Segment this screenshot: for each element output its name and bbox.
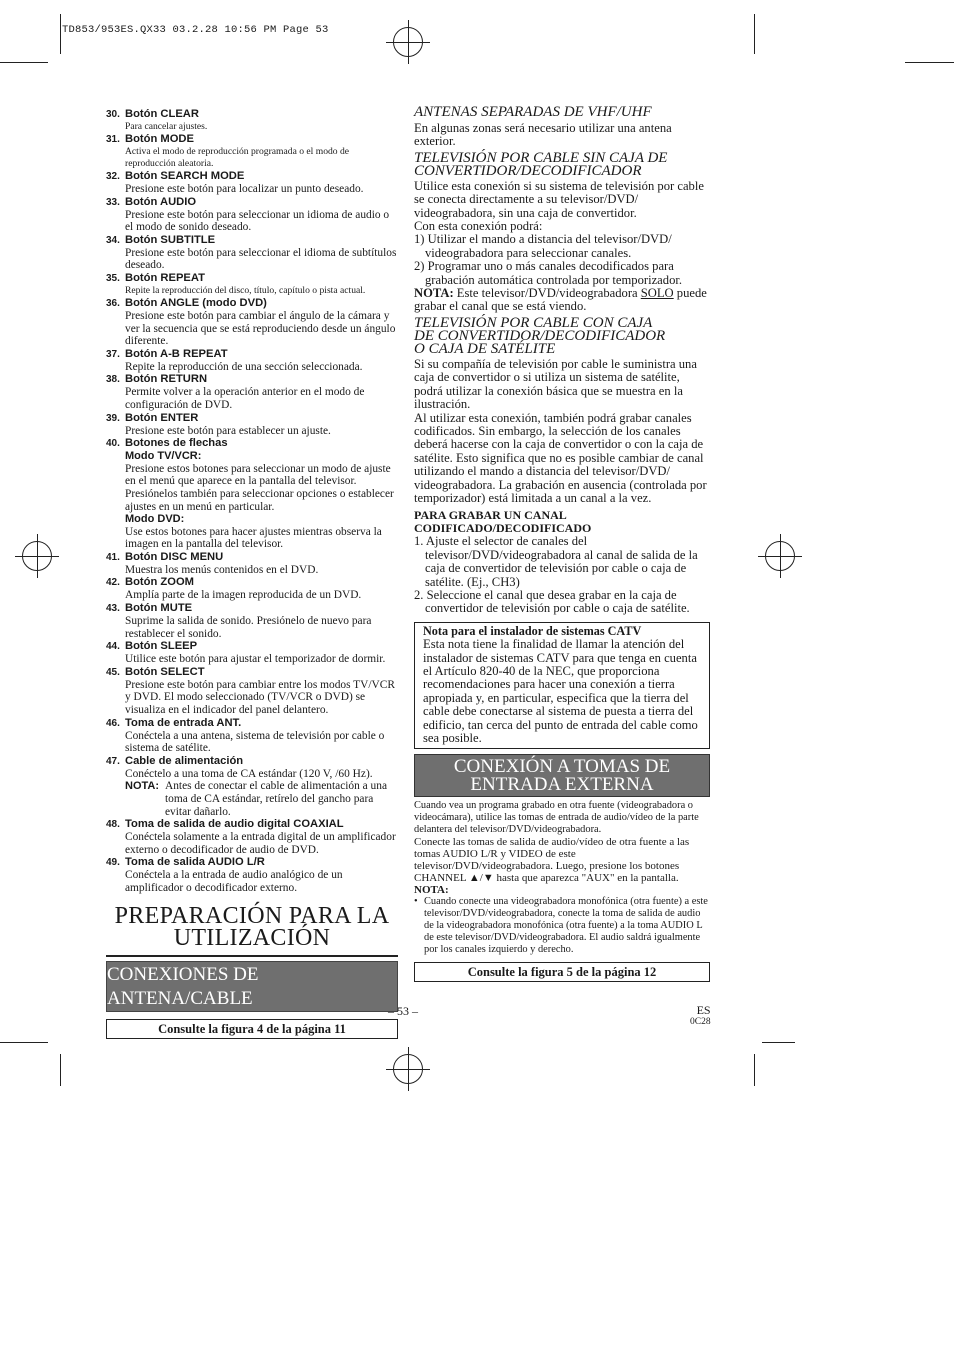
- registration-mark: [393, 27, 423, 57]
- item-heading: [106, 272, 398, 285]
- crop-mark: [754, 1054, 755, 1086]
- button-item: [106, 133, 398, 170]
- print-slug: TD853/953ES.QX33 03.2.28 10:56 PM Page 53: [62, 24, 329, 36]
- item-heading: [106, 196, 398, 209]
- list-item: 2) Programar uno o más canales decodificados para grabación automática controlada por temporizador.: [414, 259, 683, 287]
- button-item: [106, 272, 398, 297]
- heading-line: ENTRADA EXTERNA: [470, 774, 654, 796]
- item-description: Amplía parte de la imagen reproducida de un DVD.: [125, 589, 362, 602]
- item-number: 31.: [106, 134, 120, 145]
- item-number: 41.: [106, 551, 120, 563]
- item-title: Cable de alimentación: [125, 754, 244, 767]
- note-text: Este televisor/DVD/videograbadora: [453, 286, 641, 301]
- paragraph: Utilice esta conexión si su sistema de televisión por cable se conecta directamente a su televisor/DVD/ videograbadora, sin una caja de convertidor.: [414, 178, 704, 220]
- button-item: [106, 666, 398, 717]
- list-item: 1) Utilizar el mando a distancia del televisor/DVD/ videograbadora para seleccionar canales.: [414, 232, 672, 260]
- button-item: [106, 412, 398, 438]
- item-subheading: Modo TV/VCR:: [125, 450, 202, 463]
- item-title: Botón A-B REPEAT: [125, 347, 228, 360]
- item-number: 42.: [106, 577, 120, 589]
- item-description: Muestra los menús contenidos en el DVD.: [125, 563, 319, 576]
- button-item: [106, 170, 398, 196]
- item-title: Botón MUTE: [125, 602, 193, 615]
- item-description: Presione este botón para seleccionar un idioma de audio o el modo de sonido deseado.: [125, 208, 390, 234]
- item-number: 35.: [106, 272, 120, 284]
- button-item: [106, 348, 398, 374]
- item-number: 32.: [106, 171, 120, 182]
- item-heading: [106, 602, 398, 615]
- heading-line: O CAJA DE SATÉLITE: [414, 340, 556, 357]
- button-item: [106, 818, 398, 856]
- item-description: Presione este botón para seleccionar el idioma de subtítulos deseado.: [125, 246, 397, 272]
- heading-cable-no-box: [414, 149, 710, 179]
- item-description: Suprime la salida de sonido. Presiónelo de nuevo para restablecer el sonido.: [125, 615, 372, 640]
- item-subheading: Modo DVD:: [125, 513, 185, 526]
- item-title: Toma de entrada ANT.: [125, 716, 242, 729]
- item-description: Repite la reproducción de una sección seleccionada.: [125, 360, 363, 373]
- item-description: Presione estos botones para seleccionar un modo de ajuste en el menú que aparece en la pantalla del televisor. Presiónelos también para seleccionar opciones o establecer ajustes en un menú en particular.: [125, 462, 394, 513]
- item-description: Conéctela a una antena, sistema de televisión por cable o sistema de satélite.: [125, 729, 385, 755]
- registration-mark: [765, 541, 795, 571]
- heading-line: CONEXIÓN A TOMAS DE: [453, 756, 671, 778]
- item-heading: [106, 297, 398, 310]
- paragraph: Al utilizar esta conexión, también podrá grabar canales codificados. Sin embargo, la selección de los canales deberá hacerse con la caja de convertidor o con la caja de satélite. Esto significa que no es posible cambiar de canal utilizando el mando a distancia del televisor/DVD/ videograbadora. La grabación en ausencia (controlada por temporizador) está limitada a un canal a la vez.: [414, 410, 707, 505]
- item-number: 30.: [106, 109, 120, 120]
- paragraph: Cuando vea un programa grabado en otra fuente (videograbadora o videocámara), utilice las tomas de entrada de audio/vídeo de la parte delantera del televisor/DVD/videograbadora.: [414, 800, 699, 836]
- section-title-line: PREPARACIÓN PARA LA: [114, 902, 390, 929]
- item-description: Para cancelar ajustes.: [125, 121, 208, 132]
- figure-reference: Consulte la figura 5 de la página 12: [414, 962, 710, 982]
- bullet-icon: •: [414, 896, 418, 908]
- item-description: Conéctela a la entrada de audio analógico de un amplificador o decodificador externo.: [125, 869, 343, 894]
- button-item: [106, 196, 398, 234]
- button-item: [106, 551, 398, 577]
- item-heading: [106, 348, 398, 361]
- button-item: [106, 856, 398, 894]
- item-heading: [106, 717, 398, 730]
- item-heading: [106, 818, 398, 831]
- button-item: [106, 437, 398, 551]
- crop-mark: [905, 62, 954, 63]
- heading-line: CONVERTIDOR/DECODIFICADOR: [414, 162, 642, 179]
- heading-line: TELEVISIÓN POR CABLE CON CAJA: [414, 314, 653, 331]
- paragraph: En algunas zonas será necesario utilizar una antena exterior.: [414, 121, 672, 149]
- item-description: Utilice este botón para ajustar el temporizador de dormir.: [125, 653, 386, 666]
- note-bullet: [414, 896, 710, 956]
- catv-note-title: Nota para el instalador de sistemas CATV: [423, 623, 642, 638]
- paragraph: Con esta conexión podrá:: [414, 219, 543, 234]
- item-heading: [106, 666, 398, 679]
- item-number: 38.: [106, 374, 120, 386]
- item-number: 46.: [106, 717, 120, 729]
- language-code: ES: [696, 1003, 711, 1017]
- doc-code: 0C28: [690, 1017, 711, 1027]
- registration-mark: [393, 1054, 423, 1084]
- step: 2. Seleccione el canal que desea grabar en la caja de convertidor de televisión por cable o caja de satélite.: [414, 587, 690, 616]
- item-title: Botón ENTER: [125, 411, 199, 424]
- item-description: Activa el modo de reproducción programada o el modo de reproducción aleatoria.: [125, 146, 350, 169]
- item-description: Presione este botón para cambiar entre los modos TV/VCR y DVD. El modo seleccionado (TV/VCR o DVD) se visualiza en el indicador del panel delantero.: [125, 678, 395, 717]
- item-heading: [106, 437, 398, 450]
- note-label: NOTA:: [414, 286, 454, 301]
- item-title: Botón MODE: [125, 133, 194, 145]
- section-title: [106, 902, 398, 951]
- item-heading: [106, 133, 398, 146]
- item-title: Toma de salida de audio digital COAXIAL: [125, 818, 344, 831]
- footer-code: [690, 1004, 711, 1028]
- crop-mark: [60, 14, 61, 54]
- item-description: Conéctelo a una toma de CA estándar (120 V, /60 Hz).: [125, 767, 373, 780]
- item-title: Botón REPEAT: [125, 271, 205, 284]
- paragraph: Si su compañía de televisión por cable le suministra una caja de convertidor o si utiliza un sistema de satélite, podrá utilizar la conexión básica que se muestra en la ilustración.: [414, 356, 697, 412]
- item-title: Botón SELECT: [125, 665, 205, 678]
- item-number: 39.: [106, 412, 120, 424]
- item-number: 40.: [106, 438, 120, 450]
- crop-mark: [762, 1042, 795, 1043]
- left-column: [106, 108, 398, 1039]
- item-description: Presione este botón para localizar un punto deseado.: [125, 183, 364, 195]
- item-heading: [106, 856, 398, 869]
- item-description: Permite volver a la operación anterior en el modo de configuración de DVD.: [125, 386, 365, 411]
- item-number: 33.: [106, 196, 120, 208]
- item-title: Toma de salida AUDIO L/R: [125, 856, 265, 869]
- item-number: 36.: [106, 297, 120, 309]
- item-title: Botón SEARCH MODE: [125, 170, 245, 182]
- item-heading: [106, 412, 398, 425]
- item-title: Botón SUBTITLE: [125, 233, 216, 246]
- heading-line: DE CONVERTIDOR/DECODIFICADOR: [414, 327, 666, 344]
- right-column: [414, 104, 710, 982]
- button-item: [106, 234, 398, 272]
- button-item: [106, 755, 398, 818]
- heading-line: PARA GRABAR UN CANAL: [414, 508, 567, 523]
- item-number: 44.: [106, 641, 120, 653]
- note-label: NOTA:: [414, 884, 449, 897]
- item-heading: [106, 755, 398, 768]
- note-text: Antes de conectar el cable de alimentación a una toma de CA estándar, retírelo del gancho para evitar dañarlo.: [165, 780, 388, 818]
- crop-mark: [0, 62, 48, 63]
- item-number: 45.: [106, 666, 120, 678]
- button-item: [106, 602, 398, 640]
- item-description: Conéctela solamente a la entrada digital de un amplificador externo o decodificador de audio de DVD.: [125, 831, 396, 856]
- item-number: 48.: [106, 819, 120, 831]
- item-note: [106, 780, 398, 818]
- button-list: [106, 108, 398, 895]
- note: [414, 287, 710, 314]
- item-description: Use estos botones para hacer ajustes mientras observa la imagen en la pantalla del televisor.: [125, 525, 382, 551]
- item-number: 34.: [106, 234, 120, 246]
- item-heading: [106, 170, 398, 183]
- button-item: [106, 640, 398, 666]
- antenna-cable-heading: CONEXIONES DE ANTENA/CABLE: [106, 961, 398, 1012]
- item-description: Repite la reproducción del disco, título, capítulo o pista actual.: [125, 284, 366, 296]
- button-item: [106, 576, 398, 602]
- item-heading: [106, 234, 398, 247]
- section-title-line: UTILIZACIÓN: [173, 924, 331, 951]
- item-title: Botón ANGLE (modo DVD): [125, 296, 267, 309]
- item-heading: [106, 551, 398, 564]
- heading-cable-with-box: [414, 314, 710, 357]
- button-item: [106, 108, 398, 133]
- item-heading: [106, 373, 398, 386]
- heading-line: CODIFICADO/DECODIFICADO: [414, 521, 592, 536]
- note-underlined: SOLO: [640, 286, 674, 301]
- record-heading: [414, 509, 710, 535]
- antenna-bar-frame: [106, 955, 398, 1012]
- item-title: Botón RETURN: [125, 373, 208, 386]
- item-title: Botón CLEAR: [125, 108, 199, 120]
- crop-mark: [60, 1054, 61, 1086]
- item-title: Botón SLEEP: [125, 640, 198, 653]
- item-number: 37.: [106, 348, 120, 360]
- item-description: Presione este botón para cambiar el ángulo de la cámara y ver la secuencia que se está reproduciendo desde un ángulo diferente.: [125, 309, 396, 348]
- note-text: puede grabar el canal que se está viendo.: [414, 286, 707, 314]
- item-title: Botón AUDIO: [125, 195, 197, 208]
- step: 1. Ajuste el selector de canales del televisor/DVD/videograbadora al canal de salida de la caja de convertidor de televisión por cable o caja de satélite. (Ej., CH3): [414, 534, 698, 589]
- button-item: [106, 297, 398, 348]
- heading-vhf-uhf: ANTENAS SEPARADAS DE VHF/UHF: [414, 104, 652, 120]
- item-number: 47.: [106, 755, 120, 767]
- button-item: [106, 717, 398, 755]
- page-number: – 53 –: [388, 1004, 418, 1018]
- item-heading: [106, 576, 398, 589]
- heading-line: TELEVISIÓN POR CABLE SIN CAJA DE: [414, 149, 668, 166]
- item-title: Botón DISC MENU: [125, 550, 224, 563]
- item-heading: [106, 108, 398, 121]
- item-heading: [106, 640, 398, 653]
- note-label: NOTA:: [125, 780, 160, 793]
- item-number: 43.: [106, 603, 120, 615]
- note-bullet-text: Cuando conecte una videograbadora monofónica (otra fuente) a este televisor/DVD/videograbadora, conecte la toma de salida de audio de la videograbadora monofónica (otra fuente) a la toma AUDIO L de este televisor/DVD/videograbadora. El audio saldrá igualmente por los canales izquierdo y derecho.: [424, 896, 708, 956]
- item-title: Botones de flechas: [125, 437, 228, 450]
- crop-mark: [754, 14, 755, 54]
- registration-mark: [22, 541, 52, 571]
- external-input-heading: [414, 754, 710, 797]
- figure-reference: Consulte la figura 4 de la página 11: [106, 1019, 398, 1039]
- button-item: [106, 373, 398, 411]
- item-number: 49.: [106, 857, 120, 869]
- crop-mark: [0, 1042, 48, 1043]
- catv-note-text: Esta nota tiene la finalidad de llamar la atención del instalador de sistemas CATV para que tenga en cuenta el Artículo 820-40 de la NEC, que proporciona recomendaciones para hacer una conexión a tierra apropiada y, en particular, especifica que la tierra del cable debe conectarse al sistema de puesta a tierra del edificio, tan cerca del punto de entrada del cable como sea posible.: [423, 637, 698, 746]
- item-description: Presione este botón para establecer un ajuste.: [125, 424, 331, 437]
- catv-note-box: [414, 622, 710, 750]
- item-title: Botón ZOOM: [125, 576, 194, 589]
- paragraph: Conecte las tomas de salida de audio/vídeo de otra fuente a las tomas AUDIO L/R y VIDEO de este televisor/DVD/videograbadora. Luego, presione los botones CHANNEL ▲/▼ hasta que aparezca "AUX" en la pantalla.: [414, 836, 690, 885]
